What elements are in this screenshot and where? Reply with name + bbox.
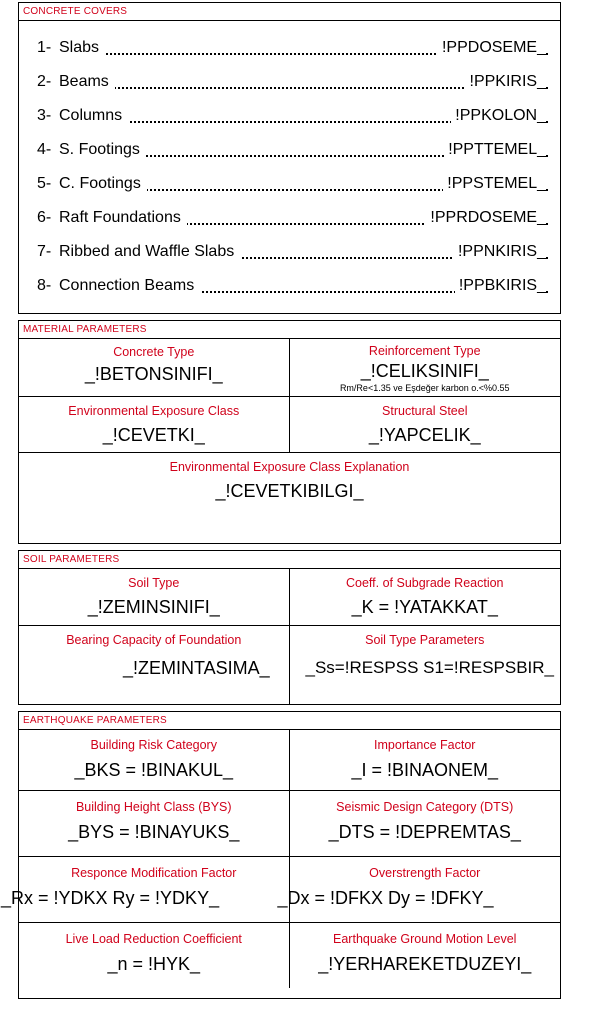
cell-seismic-design-category bbox=[290, 791, 561, 856]
table-row bbox=[19, 569, 560, 626]
live-load-reduction-label: Live Load Reduction Coefficient bbox=[65, 932, 242, 946]
cell-building-risk-category bbox=[19, 730, 290, 790]
cover-row-head bbox=[37, 133, 146, 167]
soil-type-value: _!ZEMINSINIFI_ bbox=[87, 597, 220, 617]
cell-soil-type-parameters bbox=[290, 626, 561, 705]
response-modification-factor-value: _Rx = !YDKX Ry = !YDKY_ bbox=[1, 888, 220, 908]
cell-concrete-type bbox=[19, 339, 290, 396]
exposure-explanation-label: Environmental Exposure Class Explanation bbox=[169, 460, 410, 474]
importance-factor-label: Importance Factor bbox=[374, 738, 476, 752]
cover-row-value: !PPNKIRIS_ bbox=[454, 235, 546, 269]
cell-overstrength-factor bbox=[277, 857, 561, 922]
cover-row-label: C. Footings bbox=[59, 175, 141, 192]
ground-motion-level-value: _!YERHAREKETDUZEYI_ bbox=[318, 954, 532, 974]
soil-parameters-title-bar bbox=[19, 551, 560, 569]
building-risk-category-label: Building Risk Category bbox=[90, 738, 217, 752]
cover-row-head bbox=[37, 235, 240, 269]
table-row bbox=[19, 339, 560, 397]
concrete-covers-list bbox=[19, 21, 560, 313]
cell-live-load-reduction bbox=[19, 923, 290, 988]
exposure-explanation-value: _!CEVETKIBILGI_ bbox=[215, 481, 364, 501]
list-item bbox=[37, 133, 548, 167]
table-row bbox=[19, 626, 560, 705]
cover-row-value: !PPDOSEME_ bbox=[438, 31, 546, 65]
building-height-class-value: _BYS = !BINAYUKS_ bbox=[68, 822, 240, 842]
cover-row-label: Connection Beams bbox=[59, 277, 195, 294]
soil-parameters-body bbox=[19, 569, 560, 704]
reinforcement-type-note: Rm/Re<1.35 ve Eşdeğer karbon o.<%0.55 bbox=[339, 383, 510, 393]
cover-row-value: !PPSTEMEL_ bbox=[443, 167, 546, 201]
concrete-type-label: Concrete Type bbox=[113, 345, 195, 359]
cover-row-value: !PPRDOSEME_ bbox=[426, 201, 546, 235]
reinforcement-type-value: _!CELIKSINIFI_ bbox=[360, 361, 489, 381]
list-item bbox=[37, 235, 548, 269]
earthquake-parameters-title: EARTHQUAKE PARAMETERS bbox=[23, 715, 167, 726]
cover-row-number: 8- bbox=[37, 277, 52, 294]
subgrade-reaction-label: Coeff. of Subgrade Reaction bbox=[345, 576, 504, 590]
live-load-reduction-value: _n = !HYK_ bbox=[107, 954, 201, 974]
earthquake-parameters-title-bar bbox=[19, 712, 560, 730]
seismic-design-category-value: _DTS = !DEPREMTAS_ bbox=[328, 822, 521, 842]
table-row bbox=[19, 453, 560, 510]
cover-row-number: 4- bbox=[37, 141, 52, 158]
subgrade-reaction-value: _K = !YATAKKAT_ bbox=[351, 597, 498, 617]
cover-row-head bbox=[37, 201, 187, 235]
cell-building-height-class bbox=[19, 791, 290, 856]
list-item bbox=[37, 167, 548, 201]
soil-parameters-panel bbox=[18, 550, 561, 705]
cover-row-value: !PPKOLON_ bbox=[451, 99, 546, 133]
cover-row-number: 6- bbox=[37, 209, 52, 226]
list-item bbox=[37, 31, 548, 65]
cover-row-label: S. Footings bbox=[59, 141, 140, 158]
cell-bearing-capacity bbox=[19, 626, 290, 705]
cover-row-head bbox=[37, 269, 200, 303]
table-row bbox=[19, 923, 560, 988]
material-parameters-title-bar bbox=[19, 321, 560, 339]
cover-row-label: Ribbed and Waffle Slabs bbox=[59, 243, 235, 260]
table-row bbox=[19, 730, 560, 791]
cell-reinforcement-type bbox=[290, 339, 561, 396]
cover-row-head bbox=[37, 167, 147, 201]
cell-soil-type bbox=[19, 569, 290, 625]
cover-row-label: Slabs bbox=[59, 39, 100, 56]
soil-type-parameters-label: Soil Type Parameters bbox=[365, 633, 485, 647]
cover-row-head bbox=[37, 31, 105, 65]
list-item bbox=[37, 99, 548, 133]
cell-exposure-class bbox=[19, 397, 290, 452]
table-row bbox=[19, 397, 560, 453]
cover-row-head bbox=[37, 99, 128, 133]
bearing-capacity-value: _!ZEMINTASIMA_ bbox=[123, 658, 270, 678]
cover-row-head bbox=[37, 65, 115, 99]
cover-row-number: 7- bbox=[37, 243, 52, 260]
list-item bbox=[37, 269, 548, 303]
seismic-design-category-label: Seismic Design Category (DTS) bbox=[336, 800, 514, 814]
concrete-covers-panel bbox=[18, 2, 561, 314]
table-row bbox=[19, 791, 560, 857]
cover-row-number: 2- bbox=[37, 73, 52, 90]
earthquake-parameters-panel bbox=[1, 711, 561, 999]
cell-structural-steel bbox=[290, 397, 561, 452]
soil-parameters-title: SOIL PARAMETERS bbox=[23, 554, 120, 565]
cover-row-label: Raft Foundations bbox=[59, 209, 181, 226]
material-parameters-title: MATERIAL PARAMETERS bbox=[23, 324, 147, 335]
structural-steel-value: _!YAPCELIK_ bbox=[368, 425, 481, 445]
cover-row-value: !PPTTEMEL_ bbox=[444, 133, 546, 167]
cover-row-label: Columns bbox=[59, 107, 123, 124]
overstrength-factor-value: _Dx = !DFKX Dy = !DFKY_ bbox=[277, 888, 494, 908]
exposure-class-label: Environmental Exposure Class bbox=[68, 404, 240, 418]
concrete-covers-title-bar bbox=[19, 3, 560, 21]
soil-type-label: Soil Type bbox=[128, 576, 180, 590]
cell-importance-factor bbox=[290, 730, 561, 790]
table-row bbox=[1, 857, 560, 923]
cover-row-number: 1- bbox=[37, 39, 52, 56]
ground-motion-level-label: Earthquake Ground Motion Level bbox=[333, 932, 517, 946]
list-item bbox=[37, 201, 548, 235]
material-parameters-panel bbox=[18, 320, 561, 544]
earthquake-parameters-body bbox=[1, 730, 560, 998]
cover-row-number: 5- bbox=[37, 175, 52, 192]
building-height-class-label: Building Height Class (BYS) bbox=[75, 800, 232, 814]
building-risk-category-value: _BKS = !BINAKUL_ bbox=[74, 760, 234, 780]
structural-steel-label: Structural Steel bbox=[382, 404, 468, 418]
soil-type-parameters-value: _Ss=!RESPSS S1=!RESPSBIR_ bbox=[305, 658, 555, 677]
cover-row-label: Beams bbox=[59, 73, 109, 90]
cell-response-modification-factor bbox=[1, 857, 290, 922]
cover-row-value: !PPBKIRIS_ bbox=[455, 269, 546, 303]
cover-row-number: 3- bbox=[37, 107, 52, 124]
concrete-covers-title: CONCRETE COVERS bbox=[23, 6, 128, 17]
cell-exposure-explanation bbox=[19, 453, 560, 510]
bearing-capacity-label: Bearing Capacity of Foundation bbox=[66, 633, 242, 647]
cell-subgrade-reaction bbox=[290, 569, 561, 625]
concrete-type-value: _!BETONSINIFI_ bbox=[84, 364, 223, 384]
cell-ground-motion-level bbox=[290, 923, 561, 988]
cover-row-value: !PPKIRIS_ bbox=[466, 65, 546, 99]
response-modification-factor-label: Responce Modification Factor bbox=[71, 866, 237, 880]
material-parameters-body bbox=[19, 339, 560, 543]
importance-factor-value: _I = !BINAONEM_ bbox=[351, 760, 499, 780]
list-item bbox=[37, 65, 548, 99]
overstrength-factor-label: Overstrength Factor bbox=[369, 866, 481, 880]
exposure-class-value: _!CEVETKI_ bbox=[102, 425, 205, 445]
reinforcement-type-label: Reinforcement Type bbox=[368, 344, 481, 358]
